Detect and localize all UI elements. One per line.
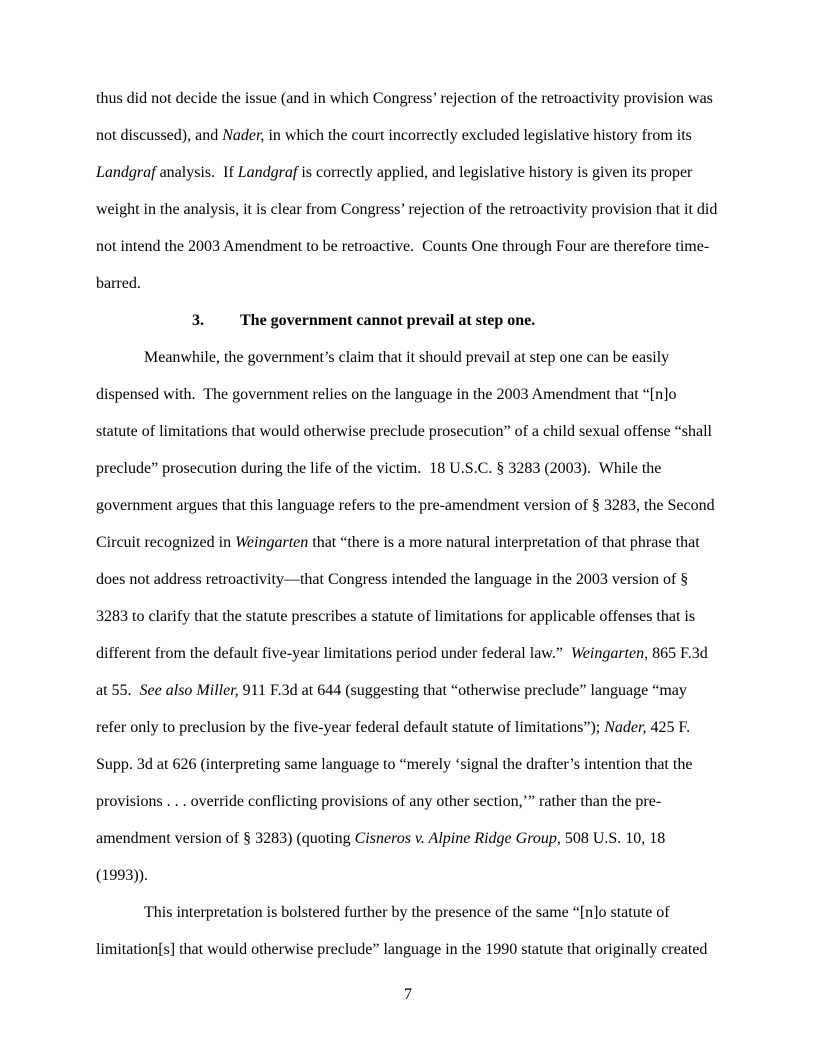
text-run: thus did not decide the issue (and in which Congress’ rejection of the retroactivity provision was not discussed), and bbox=[96, 90, 717, 144]
page-number: 7 bbox=[404, 986, 412, 1003]
paragraph bbox=[96, 339, 720, 894]
text-run: that “there is a more natural interpretation of that phrase that does not address retroactivity—that Congress intended the language in the 2003 version of § 3283 to clarify that the statute prescribes a statute of limitations for applicable offenses that is different from the default five-year limitations period under federal law.” bbox=[96, 534, 704, 662]
text-run: 425 F. Supp. 3d at 626 (interpreting same language to “merely ‘signal the drafter’s intention that the provisions . . . override conflicting provisions of any other section,’” rather than the pre-amendment version of § 3283) (quoting bbox=[96, 719, 697, 847]
text-run: is correctly applied, and legislative history is given its proper weight in the analysis, it is clear from Congress’ rejection of the retroactivity provision that it did not intend the 2003 Amendment to be retroactive. Counts One through Four are therefore time-barred. bbox=[96, 164, 722, 292]
text-run: in which the court incorrectly excluded legislative history from its bbox=[264, 127, 696, 144]
text-run: The government cannot prevail at step one. bbox=[240, 312, 536, 329]
text-run: See also Miller, bbox=[139, 682, 239, 699]
paragraph bbox=[96, 894, 720, 968]
text-run: Meanwhile, the government’s claim that it should prevail at step one can be easily dispensed with. The government relies on the language in the 2003 Amendment that “[n]o statute of limitations that would otherwise preclude prosecution” of a child sexual offense “shall preclude” prosecution during the life of the victim. 18 U.S.C. § 3283 (2003). While the government argues that this language refers to the pre-amendment version of § 3283, the Second Circuit recognized in bbox=[96, 349, 719, 551]
section-heading bbox=[192, 302, 720, 339]
text-run: Landgraf bbox=[237, 164, 298, 181]
text-run: 911 F.3d at 644 (suggesting that “otherwise preclude” language “may refer only to preclusion by the five-year federal default statute of limitations”); bbox=[96, 682, 691, 736]
heading-number: 3. bbox=[192, 312, 204, 329]
text-run: Weingarten, bbox=[570, 645, 649, 662]
text-run: 508 U.S. 10, 18 (1993)). bbox=[96, 830, 670, 884]
paragraph bbox=[96, 80, 720, 302]
text-run: Cisneros v. Alpine Ridge Group, bbox=[354, 830, 561, 847]
text-run: Nader, bbox=[604, 719, 647, 736]
text-run: Weingarten bbox=[235, 534, 309, 551]
document-body bbox=[96, 80, 720, 968]
text-run: This interpretation is bolstered further by the presence of the same “[n]o statute of limitation[s] that would otherwise preclude” language in the 1990 statute that originally created bbox=[96, 904, 708, 958]
text-run: Landgraf bbox=[96, 164, 156, 181]
text-run: analysis. If bbox=[155, 164, 238, 181]
text-run: Nader, bbox=[222, 127, 265, 144]
text-run: 865 F.3d at 55. bbox=[96, 645, 712, 699]
